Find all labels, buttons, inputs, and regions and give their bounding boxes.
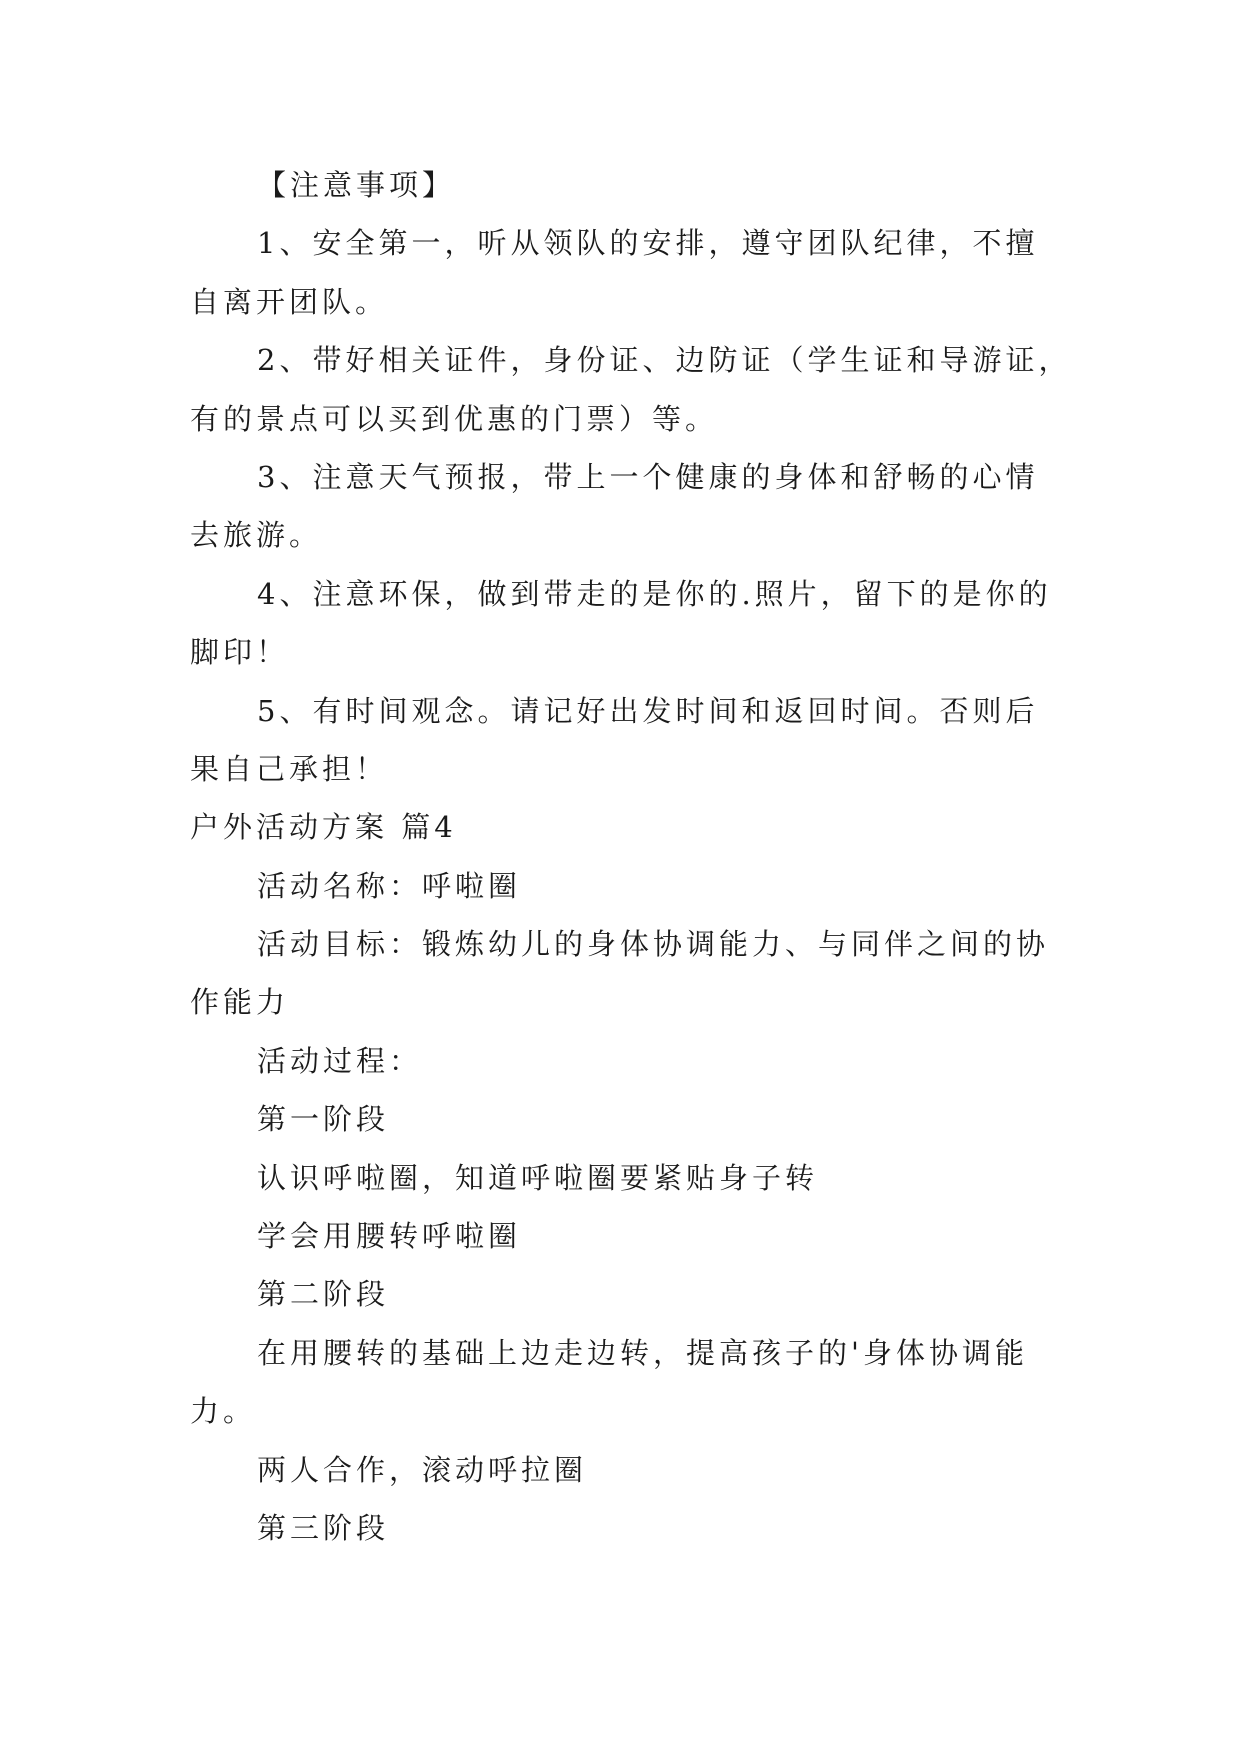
note-item-5 [190, 682, 1241, 799]
note-line: 2、带好相关证件，身份证、边防证（学生证和导游证， [257, 343, 1072, 378]
note-line: 脚印！ [190, 635, 290, 670]
note-line: 3、注意天气预报，带上一个健康的身体和舒畅的心情 [257, 459, 1039, 494]
note-line: 自离开团队。 [190, 284, 389, 319]
paragraph-line: 活动目标：锻炼幼儿的身体协调能力、与同伴之间的协 [257, 927, 1050, 962]
stage-one-heading: 第一阶段 [257, 1102, 390, 1137]
note-item-3 [190, 448, 1241, 565]
activity-process-label: 活动过程： [257, 1043, 423, 1078]
paragraph-line: 在用腰转的基础上边走边转，提高孩子的'身体协调能 [257, 1335, 1028, 1370]
plan-title: 户外活动方案 篇4 [190, 810, 457, 845]
paragraph-line: 作能力 [190, 985, 290, 1020]
notes-section [190, 156, 1241, 798]
note-line: 5、有时间观念。请记好出发时间和返回时间。否则后 [257, 693, 1039, 728]
note-item-4 [190, 565, 1241, 682]
stage-two-step: 两人合作，滚动呼拉圈 [257, 1452, 588, 1487]
activity-goal [190, 915, 1241, 1032]
note-line: 4、注意环保，做到带走的是你的.照片，留下的是你的 [257, 576, 1052, 611]
stage-two-heading: 第二阶段 [257, 1277, 390, 1312]
stage-one-step: 认识呼啦圈，知道呼啦圈要紧贴身子转 [257, 1160, 819, 1195]
stage-three-heading: 第三阶段 [257, 1510, 390, 1545]
paragraph-line: 力。 [190, 1394, 257, 1429]
stage-two-step [190, 1324, 1241, 1441]
note-line: 果自己承担！ [190, 751, 389, 786]
activity-name: 活动名称：呼啦圈 [257, 868, 522, 903]
plan-section [190, 798, 1241, 1557]
notes-heading: 【注意事项】 [257, 168, 456, 202]
note-line: 1、安全第一，听从领队的安排，遵守团队纪律，不擅 [257, 226, 1039, 261]
note-item-2 [190, 331, 1241, 448]
note-line: 去旅游。 [190, 518, 323, 553]
note-item-1 [190, 214, 1241, 331]
stage-one-step: 学会用腰转呼啦圈 [257, 1219, 522, 1254]
note-line: 有的景点可以买到优惠的门票）等。 [190, 401, 719, 436]
